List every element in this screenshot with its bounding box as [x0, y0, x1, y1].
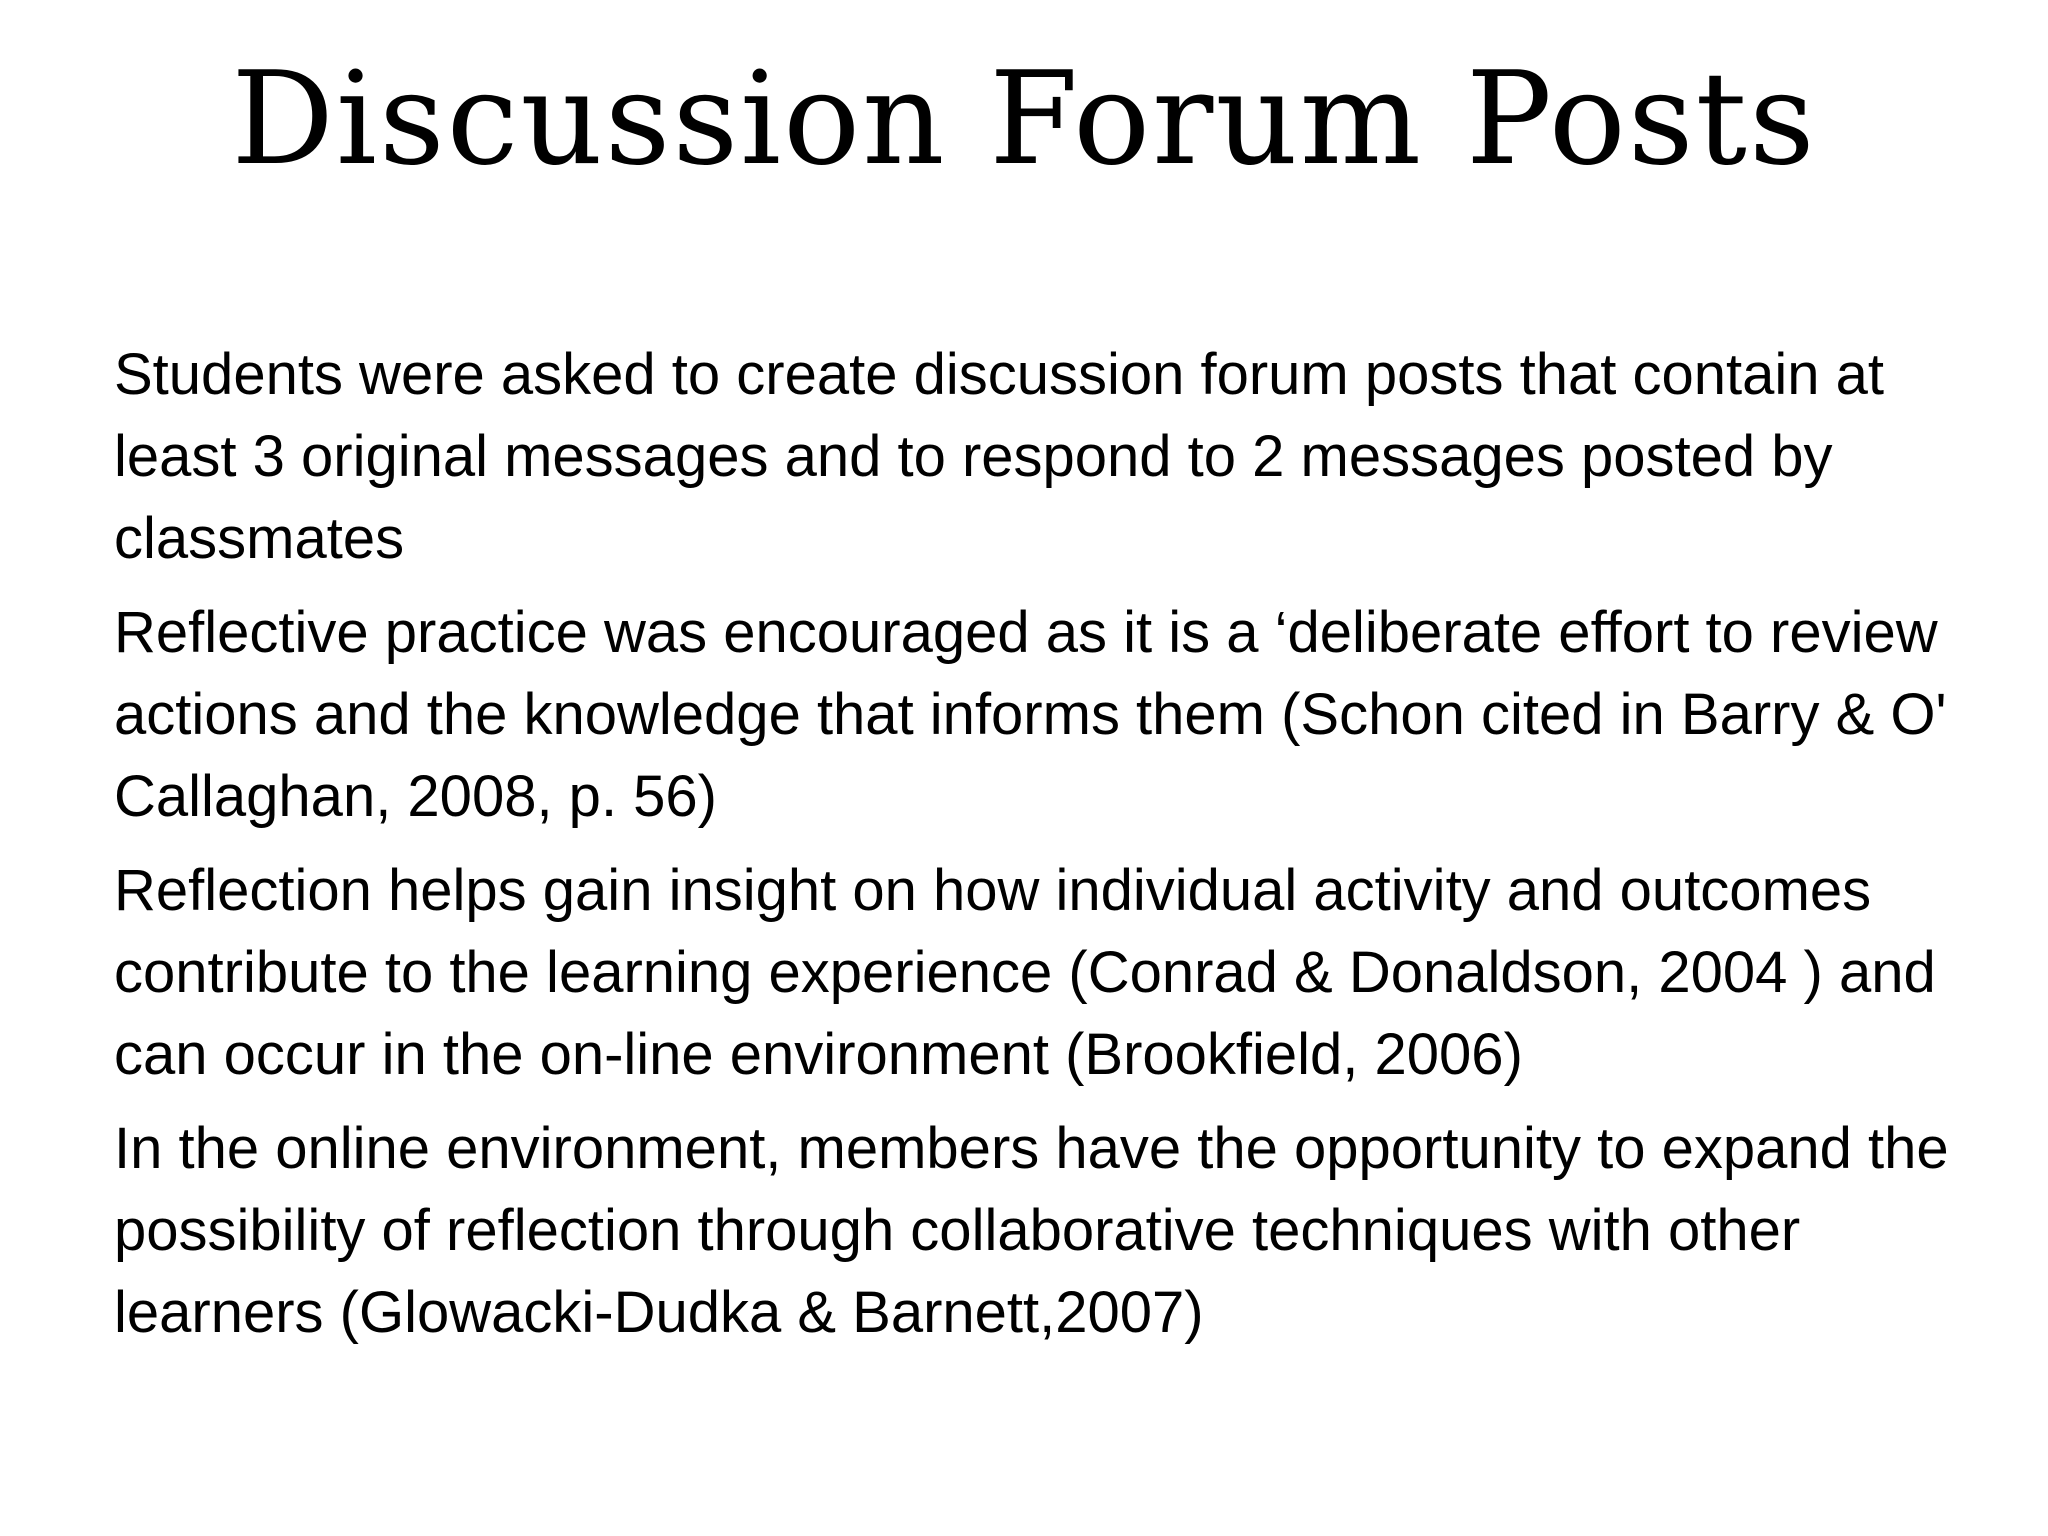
body-paragraph-4: In the online environment, members have the opportunity to expand the possibility of reflection through collaborative techniques with other learners (Glowacki-Dudka & Barnett,2007) — [114, 1116, 1949, 1345]
body-paragraph-1: Students were asked to create discussion forum posts that contain at least 3 original messages and to respond to 2 messages posted by classmates — [114, 342, 1884, 571]
body-paragraph-2: Reflective practice was encouraged as it is a ‘deliberate effort to review actions and the knowledge that informs them (Schon cited in Barry & O' Callaghan, 2008, p. 56) — [114, 600, 1947, 829]
slide-title: Discussion Forum Posts — [231, 45, 1817, 194]
slide-body — [114, 334, 1974, 1366]
body-paragraph-3: Reflection helps gain insight on how individual activity and outcomes contribute to the learning experience (Conrad & Donaldson, 2004 ) and can occur in the on-line environment (Brookfield, 2006) — [114, 858, 1936, 1087]
